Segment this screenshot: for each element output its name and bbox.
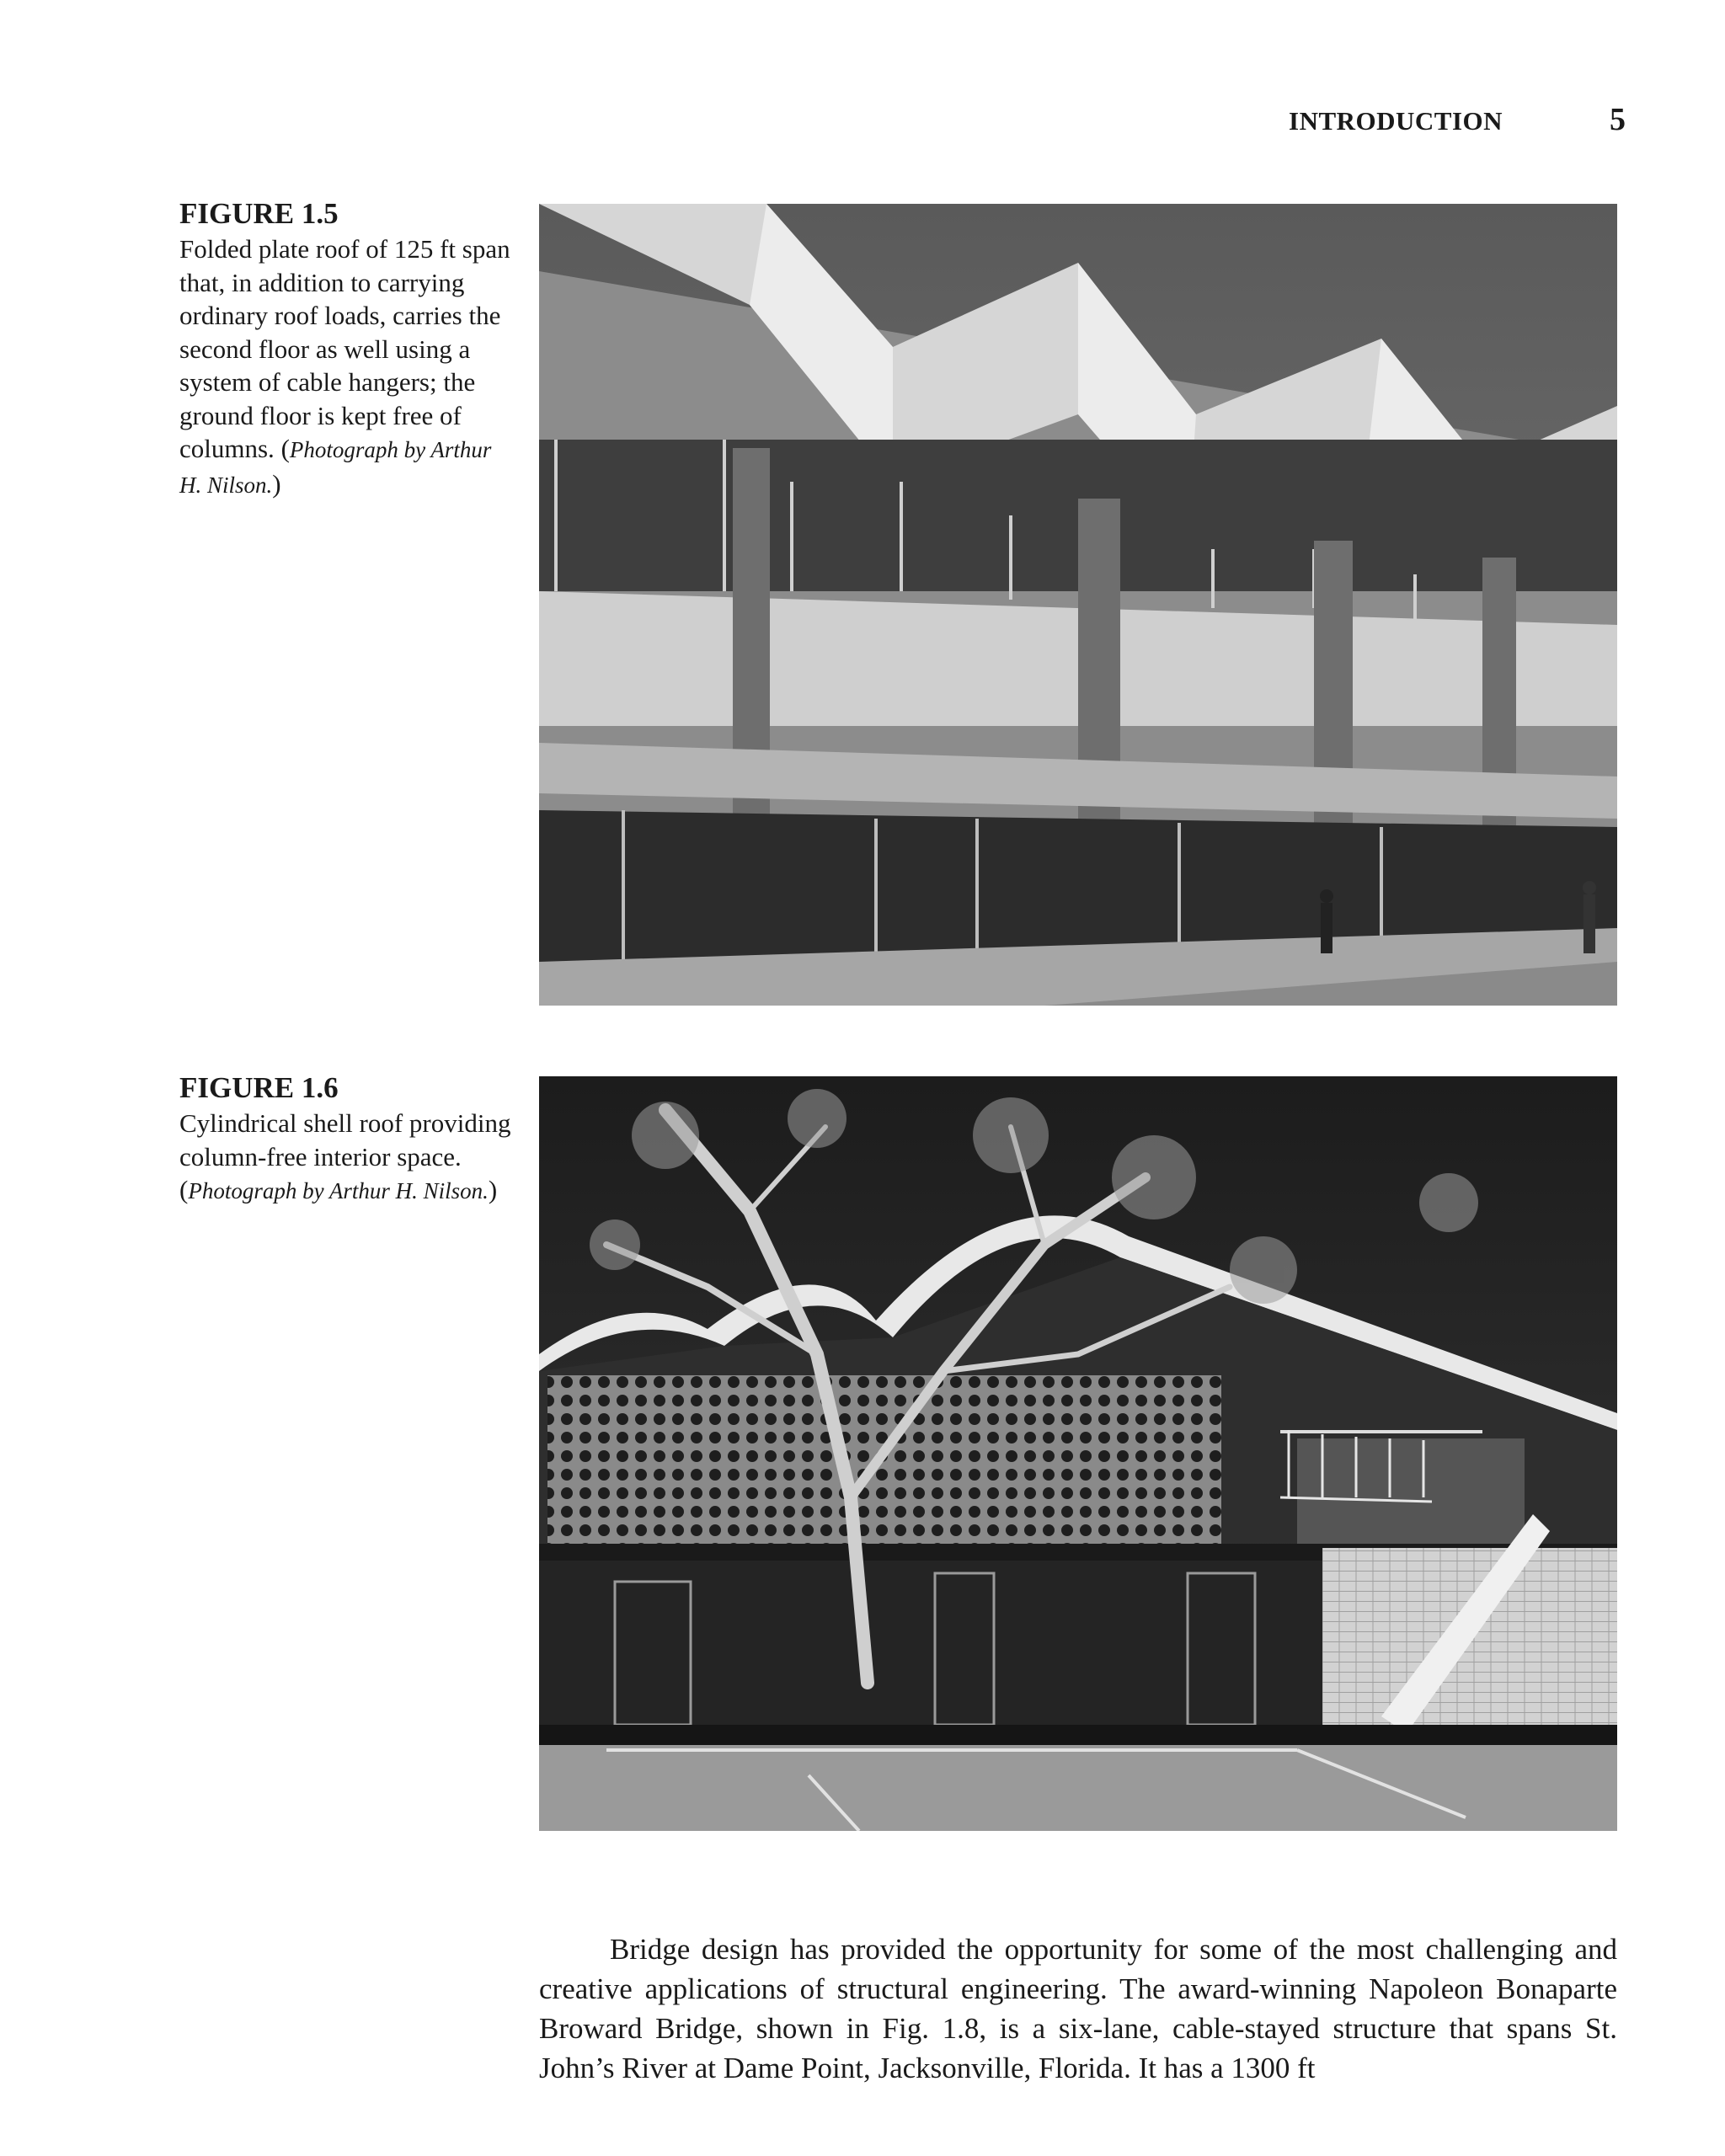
figure-label: FIGURE 1.6	[179, 1071, 339, 1104]
figure-1-6-photo	[539, 1076, 1617, 1831]
caption-text: Cylindrical shell roof providing column-free interior space.	[179, 1108, 511, 1171]
body-paragraph: Bridge design has provided the opportunity for some of the most challenging and creative applications of structural engineering. The award-winning Napoleon Bonaparte Broward Bridge, shown in Fig. 1.8, is a six-lane, cable-stayed structure that spans St. John’s River at Dame Point, Jacksonville, Florida. It has a 1300 ft	[539, 1933, 1617, 2084]
figure-1-6-caption: FIGURE 1.6 Cylindrical shell roof providing column-free interior space. (Photograph by Arthur H. Nilson.)	[179, 1070, 516, 1209]
running-head	[1289, 101, 1626, 143]
page-number: 5	[1610, 102, 1626, 137]
figure-1-5-caption: FIGURE 1.5 Folded plate roof of 125 ft span that, in addition to carrying ordinary roof loads, carries the second floor as well using a system of cable hangers; the ground floor is kept free of columns. (Photograph by Arthur H. Nilson.)	[179, 195, 516, 502]
figure-1-5-photo	[539, 204, 1617, 1006]
figure-label: FIGURE 1.5	[179, 197, 339, 230]
section-title: INTRODUCTION	[1289, 106, 1503, 136]
photo-credit: Photograph by Arthur H. Nilson.	[188, 1178, 489, 1203]
caption-text: Folded plate roof of 125 ft span that, in addition to carrying ordinary roof loads, carries the second floor as well using a system of cable hangers; the ground floor is kept free of columns.	[179, 234, 510, 463]
photo-credit: Photograph by Arthur H. Nilson.	[179, 437, 492, 498]
